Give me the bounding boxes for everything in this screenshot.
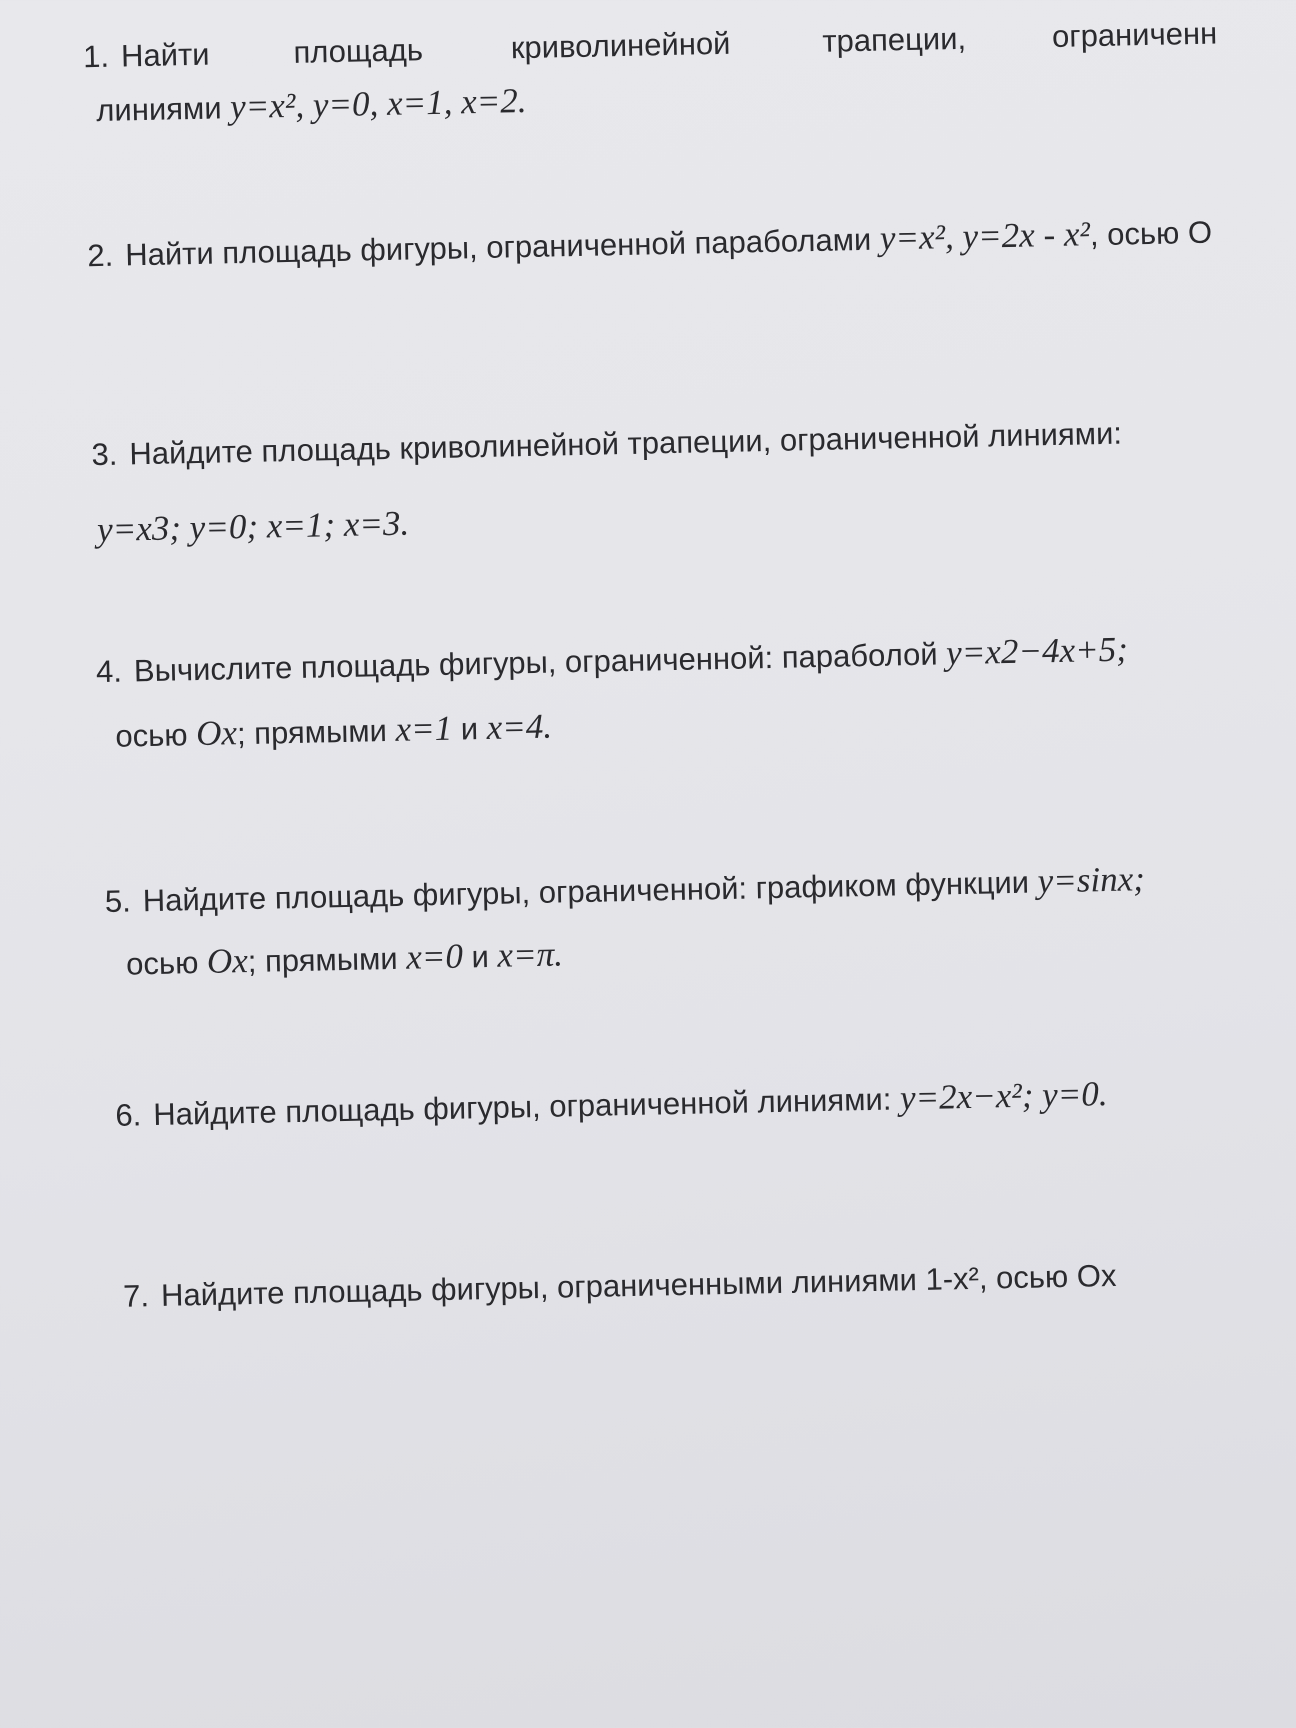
problem-2-text: Найти площадь фигуры, ограниченной параболами bbox=[124, 221, 881, 273]
problem-number: 3. bbox=[91, 436, 118, 473]
problem-7 bbox=[123, 1257, 1117, 1315]
problem-4-line-2 bbox=[115, 707, 552, 756]
problem-1 bbox=[83, 15, 1218, 76]
problem-5-line-b: x=π. bbox=[497, 934, 564, 975]
problem-7-text: Найдите площадь фигуры, ограниченными линиями 1-x², осью Ox bbox=[160, 1257, 1117, 1313]
problem-number: 1. bbox=[82, 38, 110, 75]
problem-5-axis: Ox bbox=[206, 941, 249, 981]
problem-6-equations: y=2x−x²; y=0. bbox=[899, 1074, 1108, 1118]
problem-1-word-3: криволинейной bbox=[510, 25, 731, 66]
problem-4-lines-label: ; прямыми bbox=[236, 712, 396, 752]
problem-number: 6. bbox=[115, 1097, 142, 1133]
problem-5-line-a: x=0 bbox=[405, 936, 464, 977]
problem-1-line-2 bbox=[96, 81, 527, 130]
problem-5-text: Найдите площадь фигуры, ограниченной: графиком функции bbox=[142, 864, 1038, 919]
problem-5-line-2 bbox=[126, 934, 563, 983]
problem-number: 4. bbox=[95, 653, 123, 690]
problem-1-word-1: Найти bbox=[120, 36, 210, 74]
problem-2-tail: , осью О bbox=[1089, 214, 1213, 253]
problem-3-line-2 bbox=[97, 504, 410, 551]
problem-4 bbox=[96, 629, 1129, 693]
problem-4-line-a: x=1 bbox=[395, 708, 453, 749]
problem-3-equations: y=x3; y=0; x=1; x=3. bbox=[96, 503, 410, 550]
problem-2-equations: y=x², y=2x - x² bbox=[879, 214, 1091, 258]
problem-2 bbox=[87, 211, 1212, 277]
problem-1-line-2-text: линиями bbox=[95, 90, 231, 129]
problem-5-axis-label: осью bbox=[125, 944, 208, 982]
problem-number: 5. bbox=[104, 883, 132, 919]
problem-4-axis-label: осью bbox=[115, 717, 197, 754]
problem-6 bbox=[115, 1073, 1108, 1136]
problem-4-axis: Ox bbox=[195, 713, 238, 754]
problem-4-and: и bbox=[451, 710, 488, 747]
problem-4-equation: y=x2−4x+5; bbox=[945, 629, 1129, 673]
problem-1-word-5: ограниченн bbox=[1051, 15, 1218, 54]
problem-5-lines-label: ; прямыми bbox=[247, 940, 407, 980]
problem-4-text: Вычислите площадь фигуры, ограниченной: параболой bbox=[133, 636, 947, 689]
problem-5-equation: y=sinx; bbox=[1037, 859, 1146, 901]
problem-3 bbox=[91, 415, 1122, 474]
problem-5 bbox=[104, 858, 1145, 922]
problem-1-word-2: площадь bbox=[293, 32, 424, 70]
problem-number: 2. bbox=[87, 237, 114, 274]
problem-6-text: Найдите площадь фигуры, ограниченной линиями: bbox=[152, 1081, 901, 1133]
problem-4-line-b: x=4. bbox=[486, 706, 553, 747]
problem-1-equations: y=x², y=0, x=1, x=2. bbox=[229, 81, 527, 127]
problem-3-text: Найдите площадь криволинейной трапеции, ограниченной линиями: bbox=[129, 415, 1123, 472]
problem-5-and: и bbox=[462, 938, 498, 975]
problem-1-word-4: трапеции, bbox=[822, 20, 967, 59]
problem-number: 7. bbox=[122, 1278, 150, 1314]
